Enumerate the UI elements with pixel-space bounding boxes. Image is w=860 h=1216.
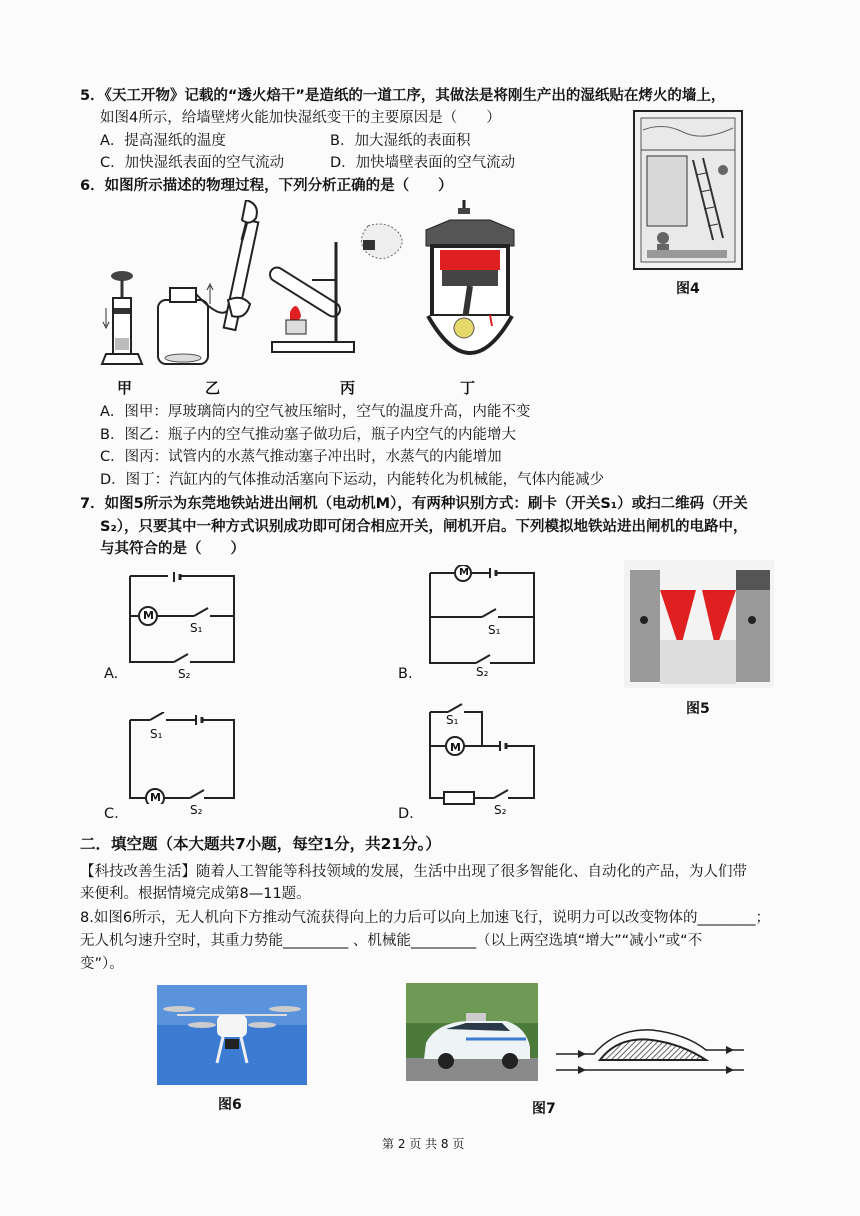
- figure-bing: [268, 222, 408, 362]
- section-2-intro-line2: 来便利。根据情境完成第8—11题。: [80, 886, 311, 902]
- section-2-intro-line1: 【科技改善生活】随着人工智能等科技领域的发展，生活中出现了很多智能化、自动化的产品，为人们带: [80, 864, 747, 880]
- figure-label-yi: 乙: [205, 379, 221, 397]
- circuit-c: [128, 712, 240, 804]
- q5-option-d: D．加快墙壁表面的空气流动: [330, 155, 516, 171]
- figure-jia: [100, 268, 145, 368]
- circuit-c-motor: M: [150, 791, 161, 804]
- q8-line1: 8.如图6所示，无人机向下方推动气流获得向上的力后可以向上加速飞行，说明力可以改变物体的________；: [80, 910, 771, 926]
- q6-option-c: C．图丙：试管内的水蒸气推动塞子冲出时，水蒸气的内能增加: [100, 449, 502, 465]
- q6-option-a: A．图甲：厚玻璃筒内的空气被压缩时，空气的温度升高，内能不变: [100, 404, 531, 420]
- q6-option-b: B．图乙：瓶子内的空气推动塞子做功后，瓶子内空气的内能增大: [100, 427, 516, 443]
- q5-option-a: A．提高湿纸的温度: [100, 133, 226, 149]
- figure-7-airflow-diagram: [556, 1024, 746, 1080]
- circuit-a-s2: S₂: [178, 667, 191, 681]
- figure-5-gate-photo: [624, 560, 774, 688]
- figure-ding: [420, 200, 520, 370]
- q6-option-d: D．图丁：汽缸内的气体推动活塞向下运动，内能转化为机械能，气体内能减少: [100, 472, 605, 488]
- q8-line2: 无人机匀速升空时，其重力势能_________ 、机械能_________（以上两空选填“增大”“减小”或“不: [80, 933, 703, 949]
- figure-7-car-photo: [406, 983, 538, 1081]
- circuit-d-label: D.: [398, 806, 414, 822]
- circuit-d-motor: M: [450, 741, 461, 754]
- figure-label-jia: 甲: [117, 379, 133, 397]
- circuit-a-label: A.: [104, 666, 119, 682]
- q5-option-b: B．加大湿纸的表面积: [330, 133, 471, 149]
- q5-line1: 5．《天工开物》记载的“透火焙干”是造纸的一道工序，其做法是将刚生产出的湿纸贴在烤火的墙上，: [80, 88, 726, 104]
- q6-stem: 6．如图所示描述的物理过程，下列分析正确的是（ ）: [80, 178, 453, 194]
- q7-line3: 与其符合的是（ ）: [100, 541, 245, 557]
- figure-7-caption: 图7: [532, 1101, 556, 1117]
- figure-label-bing: 丙: [340, 379, 356, 397]
- circuit-b: [428, 565, 540, 667]
- q7-line2: S₂），只要其中一种方式识别成功即可闭合相应开关，闸机开启。下列模拟地铁站进出闸机的电路中，: [100, 519, 748, 535]
- figure-5-caption: 图5: [686, 701, 710, 717]
- section-2-title: 二．填空题（本大题共7小题，每空1分，共21分。）: [80, 835, 441, 853]
- circuit-d-s1: S₁: [446, 713, 459, 727]
- q7-line1: 7．如图5所示为东莞地铁站进出闸机（电动机M），有两种识别方式：刷卡（开关S₁）或扫二维码（开关: [80, 496, 748, 512]
- page-footer: 第 2 页 共 8 页: [382, 1137, 465, 1151]
- circuit-c-s1: S₁: [150, 727, 163, 741]
- circuit-d-s2: S₂: [494, 803, 507, 817]
- circuit-b-s2: S₂: [476, 665, 489, 679]
- circuit-b-motor: M: [459, 567, 469, 578]
- q5-line2: 如图4所示，给墙壁烤火能加快湿纸变干的主要原因是（ ）: [100, 110, 501, 126]
- circuit-d: [428, 700, 540, 806]
- figure-4-illustration: [633, 110, 743, 270]
- figure-label-ding: 丁: [460, 379, 476, 397]
- circuit-a-s1: S₁: [190, 621, 203, 635]
- circuit-c-label: C.: [104, 806, 119, 822]
- q5-option-c: C．加快湿纸表面的空气流动: [100, 155, 285, 171]
- circuit-c-s2: S₂: [190, 803, 203, 817]
- figure-yi: [150, 200, 280, 370]
- figure-6-caption: 图6: [218, 1097, 242, 1113]
- circuit-b-s1: S₁: [488, 623, 501, 637]
- q8-line3: 变”）。: [80, 956, 124, 972]
- circuit-a-motor: M: [143, 609, 154, 622]
- figure-4-caption: 图4: [676, 281, 700, 297]
- circuit-b-label: B.: [398, 666, 413, 682]
- figure-6-drone-photo: [157, 985, 307, 1085]
